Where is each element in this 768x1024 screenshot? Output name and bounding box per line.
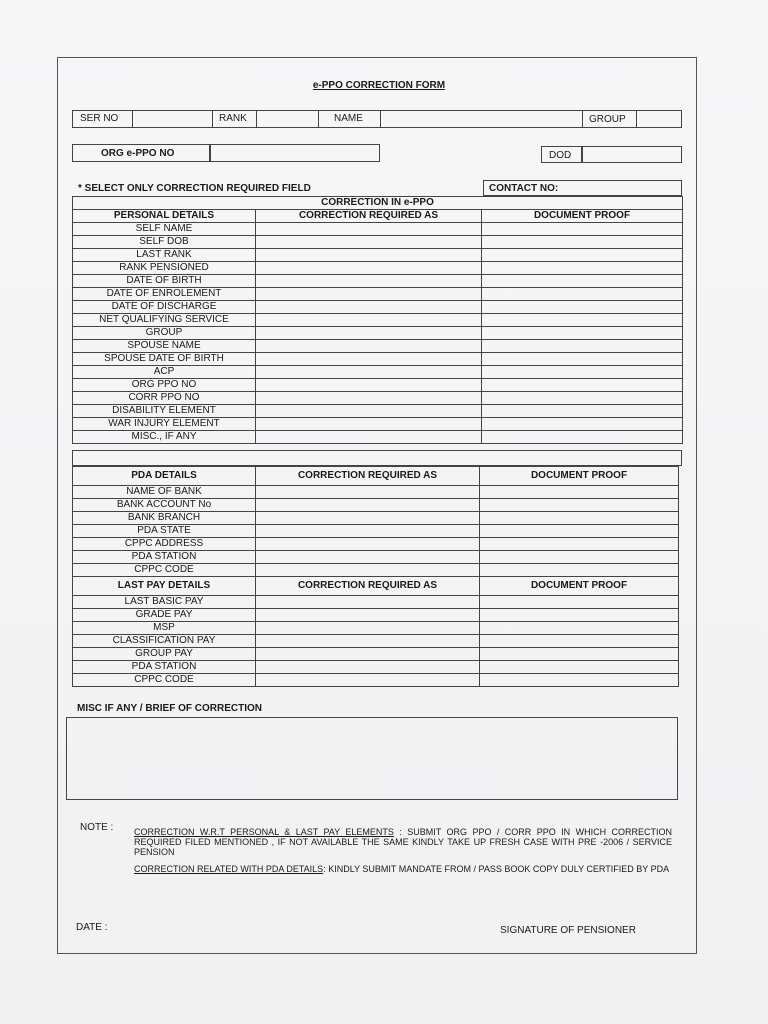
personal-details-table	[72, 196, 683, 444]
personal-proof-cell[interactable]	[482, 275, 683, 288]
note-label: NOTE :	[80, 822, 114, 833]
personal-row-label: NET QUALIFYING SERVICE	[73, 314, 256, 327]
lastpay-row-label: GRADE PAY	[73, 609, 256, 622]
personal-row	[73, 236, 683, 249]
lastpay-col-proof: DOCUMENT PROOF	[480, 577, 679, 596]
personal-proof-cell[interactable]	[482, 392, 683, 405]
pda-correction-cell[interactable]	[256, 499, 480, 512]
personal-row	[73, 223, 683, 236]
personal-row	[73, 431, 683, 444]
personal-row-label: DATE OF DISCHARGE	[73, 301, 256, 314]
pda-row	[73, 538, 679, 551]
personal-row	[73, 340, 683, 353]
personal-correction-cell[interactable]	[256, 379, 482, 392]
personal-correction-cell[interactable]	[256, 236, 482, 249]
pda-proof-cell[interactable]	[480, 564, 679, 577]
dod-field[interactable]	[582, 146, 682, 163]
personal-row	[73, 418, 683, 431]
lastpay-correction-cell[interactable]	[256, 648, 480, 661]
pda-col-proof: DOCUMENT PROOF	[480, 467, 679, 486]
pda-row	[73, 564, 679, 577]
lastpay-row	[73, 661, 679, 674]
personal-proof-cell[interactable]	[482, 262, 683, 275]
personal-row	[73, 366, 683, 379]
personal-row-label: RANK PENSIONED	[73, 262, 256, 275]
personal-row	[73, 301, 683, 314]
group-label: GROUP	[589, 114, 626, 125]
ser-no-field[interactable]	[133, 111, 211, 127]
lastpay-row-label: CLASSIFICATION PAY	[73, 635, 256, 648]
pda-proof-cell[interactable]	[480, 499, 679, 512]
lastpay-row	[73, 622, 679, 635]
contact-no-field[interactable]	[572, 181, 680, 195]
form-title: e-PPO CORRECTION FORM	[312, 80, 446, 91]
personal-row	[73, 379, 683, 392]
lastpay-proof-cell[interactable]	[480, 609, 679, 622]
personal-proof-cell[interactable]	[482, 236, 683, 249]
lastpay-row-label: PDA STATION	[73, 661, 256, 674]
note-2-underlined: CORRECTION RELATED WITH PDA DETAILS	[134, 864, 324, 874]
pda-row-label: PDA STATION	[73, 551, 256, 564]
pda-row	[73, 525, 679, 538]
pda-correction-cell[interactable]	[256, 512, 480, 525]
personal-correction-cell[interactable]	[256, 366, 482, 379]
personal-row-label: ORG PPO NO	[73, 379, 256, 392]
personal-proof-cell[interactable]	[482, 288, 683, 301]
pda-proof-cell[interactable]	[480, 486, 679, 499]
lastpay-row-label: LAST BASIC PAY	[73, 596, 256, 609]
lastpay-row	[73, 674, 679, 687]
personal-row	[73, 353, 683, 366]
personal-row	[73, 314, 683, 327]
personal-row-label: DATE OF ENROLEMENT	[73, 288, 256, 301]
personal-correction-cell[interactable]	[256, 249, 482, 262]
pda-details-table	[72, 466, 679, 687]
rank-field[interactable]	[257, 111, 317, 127]
note-1-underlined: CORRECTION W.R.T PERSONAL & LAST PAY ELEMENTS	[134, 827, 394, 837]
personal-col-proof: DOCUMENT PROOF	[482, 210, 683, 223]
pda-correction-cell[interactable]	[256, 538, 480, 551]
pda-correction-cell[interactable]	[256, 525, 480, 538]
personal-row-label: DATE OF BIRTH	[73, 275, 256, 288]
lastpay-row-label: CPPC CODE	[73, 674, 256, 687]
personal-correction-cell[interactable]	[256, 288, 482, 301]
pda-row-label: BANK ACCOUNT No	[73, 499, 256, 512]
personal-proof-cell[interactable]	[482, 405, 683, 418]
lastpay-row	[73, 635, 679, 648]
lastpay-row	[73, 648, 679, 661]
personal-correction-cell[interactable]	[256, 340, 482, 353]
lastpay-proof-cell[interactable]	[480, 648, 679, 661]
personal-proof-cell[interactable]	[482, 431, 683, 444]
org-eppo-no-label: ORG e-PPO NO	[101, 148, 175, 159]
lastpay-proof-cell[interactable]	[480, 635, 679, 648]
name-label: NAME	[334, 113, 363, 124]
rank-label: RANK	[219, 113, 247, 124]
personal-correction-cell[interactable]	[256, 223, 482, 236]
pda-correction-cell[interactable]	[256, 551, 480, 564]
personal-row	[73, 327, 683, 340]
personal-row	[73, 288, 683, 301]
lastpay-row-label: GROUP PAY	[73, 648, 256, 661]
dod-label: DOD	[549, 150, 572, 161]
signature-label: SIGNATURE OF PENSIONER	[500, 925, 636, 936]
personal-row	[73, 262, 683, 275]
pda-row-label: NAME OF BANK	[73, 486, 256, 499]
personal-row-label: MISC., IF ANY	[73, 431, 256, 444]
personal-correction-cell[interactable]	[256, 418, 482, 431]
lastpay-row	[73, 596, 679, 609]
personal-proof-cell[interactable]	[482, 366, 683, 379]
pda-row-label: CPPC ADDRESS	[73, 538, 256, 551]
personal-correction-cell[interactable]	[256, 275, 482, 288]
note-1-rest: : SUBMIT ORG PPO / CORR PPO IN WHICH CORRECTION REQUIRED FILED MENTIONED , IF NOT AVAILABLE THE SAME KINDLY TAKE UP FRESH CASE WITH PRE -2006 / SERVICE PENSION	[134, 827, 672, 857]
personal-proof-cell[interactable]	[482, 314, 683, 327]
personal-correction-cell[interactable]	[256, 405, 482, 418]
org-eppo-no-field[interactable]	[210, 144, 380, 162]
lastpay-correction-cell[interactable]	[256, 661, 480, 674]
lastpay-correction-cell[interactable]	[256, 635, 480, 648]
personal-row	[73, 275, 683, 288]
note-paragraph-2	[134, 864, 672, 874]
personal-proof-cell[interactable]	[482, 223, 683, 236]
personal-row-label: WAR INJURY ELEMENT	[73, 418, 256, 431]
ser-no-label: SER NO	[80, 113, 119, 124]
note-2-rest: : KINDLY SUBMIT MANDATE FROM / PASS BOOK COPY DULY CERTIFIED BY PDA	[323, 864, 670, 874]
note-paragraph-1	[134, 827, 672, 857]
personal-row-label: SPOUSE NAME	[73, 340, 256, 353]
personal-correction-cell[interactable]	[256, 314, 482, 327]
pda-row	[73, 512, 679, 525]
select-note: * SELECT ONLY CORRECTION REQUIRED FIELD	[78, 183, 311, 194]
personal-proof-cell[interactable]	[482, 340, 683, 353]
lastpay-heading: LAST PAY DETAILS	[73, 577, 256, 596]
lastpay-proof-cell[interactable]	[480, 674, 679, 687]
lastpay-correction-cell[interactable]	[256, 596, 480, 609]
lastpay-correction-cell[interactable]	[256, 674, 480, 687]
personal-correction-cell[interactable]	[256, 327, 482, 340]
lastpay-proof-cell[interactable]	[480, 596, 679, 609]
group-field[interactable]	[637, 111, 681, 127]
lastpay-proof-cell[interactable]	[480, 622, 679, 635]
pda-row	[73, 499, 679, 512]
separator-band	[72, 450, 682, 466]
personal-row-label: LAST RANK	[73, 249, 256, 262]
pda-row-label: BANK BRANCH	[73, 512, 256, 525]
pda-heading: PDA DETAILS	[73, 467, 256, 486]
personal-correction-cell[interactable]	[256, 353, 482, 366]
pda-proof-cell[interactable]	[480, 538, 679, 551]
personal-row	[73, 392, 683, 405]
pda-row	[73, 551, 679, 564]
correction-heading: CORRECTION IN e-PPO	[73, 197, 683, 210]
pda-correction-cell[interactable]	[256, 564, 480, 577]
personal-row	[73, 405, 683, 418]
lastpay-header-row	[73, 577, 679, 596]
personal-proof-cell[interactable]	[482, 418, 683, 431]
personal-proof-cell[interactable]	[482, 249, 683, 262]
personal-row-label: GROUP	[73, 327, 256, 340]
lastpay-col-correction: CORRECTION REQUIRED AS	[256, 577, 480, 596]
personal-correction-cell[interactable]	[256, 392, 482, 405]
personal-row-label: DISABILITY ELEMENT	[73, 405, 256, 418]
pda-col-correction: CORRECTION REQUIRED AS	[256, 467, 480, 486]
pda-row-label: PDA STATE	[73, 525, 256, 538]
pda-proof-cell[interactable]	[480, 551, 679, 564]
lastpay-row-label: MSP	[73, 622, 256, 635]
pda-row	[73, 486, 679, 499]
personal-proof-cell[interactable]	[482, 379, 683, 392]
personal-correction-cell[interactable]	[256, 301, 482, 314]
personal-correction-cell[interactable]	[256, 431, 482, 444]
misc-label: MISC IF ANY / BRIEF OF CORRECTION	[77, 703, 263, 714]
lastpay-row	[73, 609, 679, 622]
pda-row-label: CPPC CODE	[73, 564, 256, 577]
personal-row-label: SELF NAME	[73, 223, 256, 236]
date-label: DATE :	[76, 922, 108, 933]
personal-proof-cell[interactable]	[482, 327, 683, 340]
pda-correction-cell[interactable]	[256, 486, 480, 499]
name-field[interactable]	[381, 111, 581, 127]
personal-row-label: SELF DOB	[73, 236, 256, 249]
contact-no-label: CONTACT NO:	[489, 183, 559, 194]
personal-row	[73, 249, 683, 262]
personal-row-label: ACP	[73, 366, 256, 379]
lastpay-correction-cell[interactable]	[256, 622, 480, 635]
personal-row-label: SPOUSE DATE OF BIRTH	[73, 353, 256, 366]
lastpay-correction-cell[interactable]	[256, 609, 480, 622]
personal-correction-cell[interactable]	[256, 262, 482, 275]
pda-proof-cell[interactable]	[480, 512, 679, 525]
personal-col-correction: CORRECTION REQUIRED AS	[256, 210, 482, 223]
lastpay-proof-cell[interactable]	[480, 661, 679, 674]
personal-proof-cell[interactable]	[482, 353, 683, 366]
personal-row-label: CORR PPO NO	[73, 392, 256, 405]
personal-proof-cell[interactable]	[482, 301, 683, 314]
pda-proof-cell[interactable]	[480, 525, 679, 538]
misc-textarea[interactable]	[66, 717, 678, 800]
personal-heading: PERSONAL DETAILS	[73, 210, 256, 223]
